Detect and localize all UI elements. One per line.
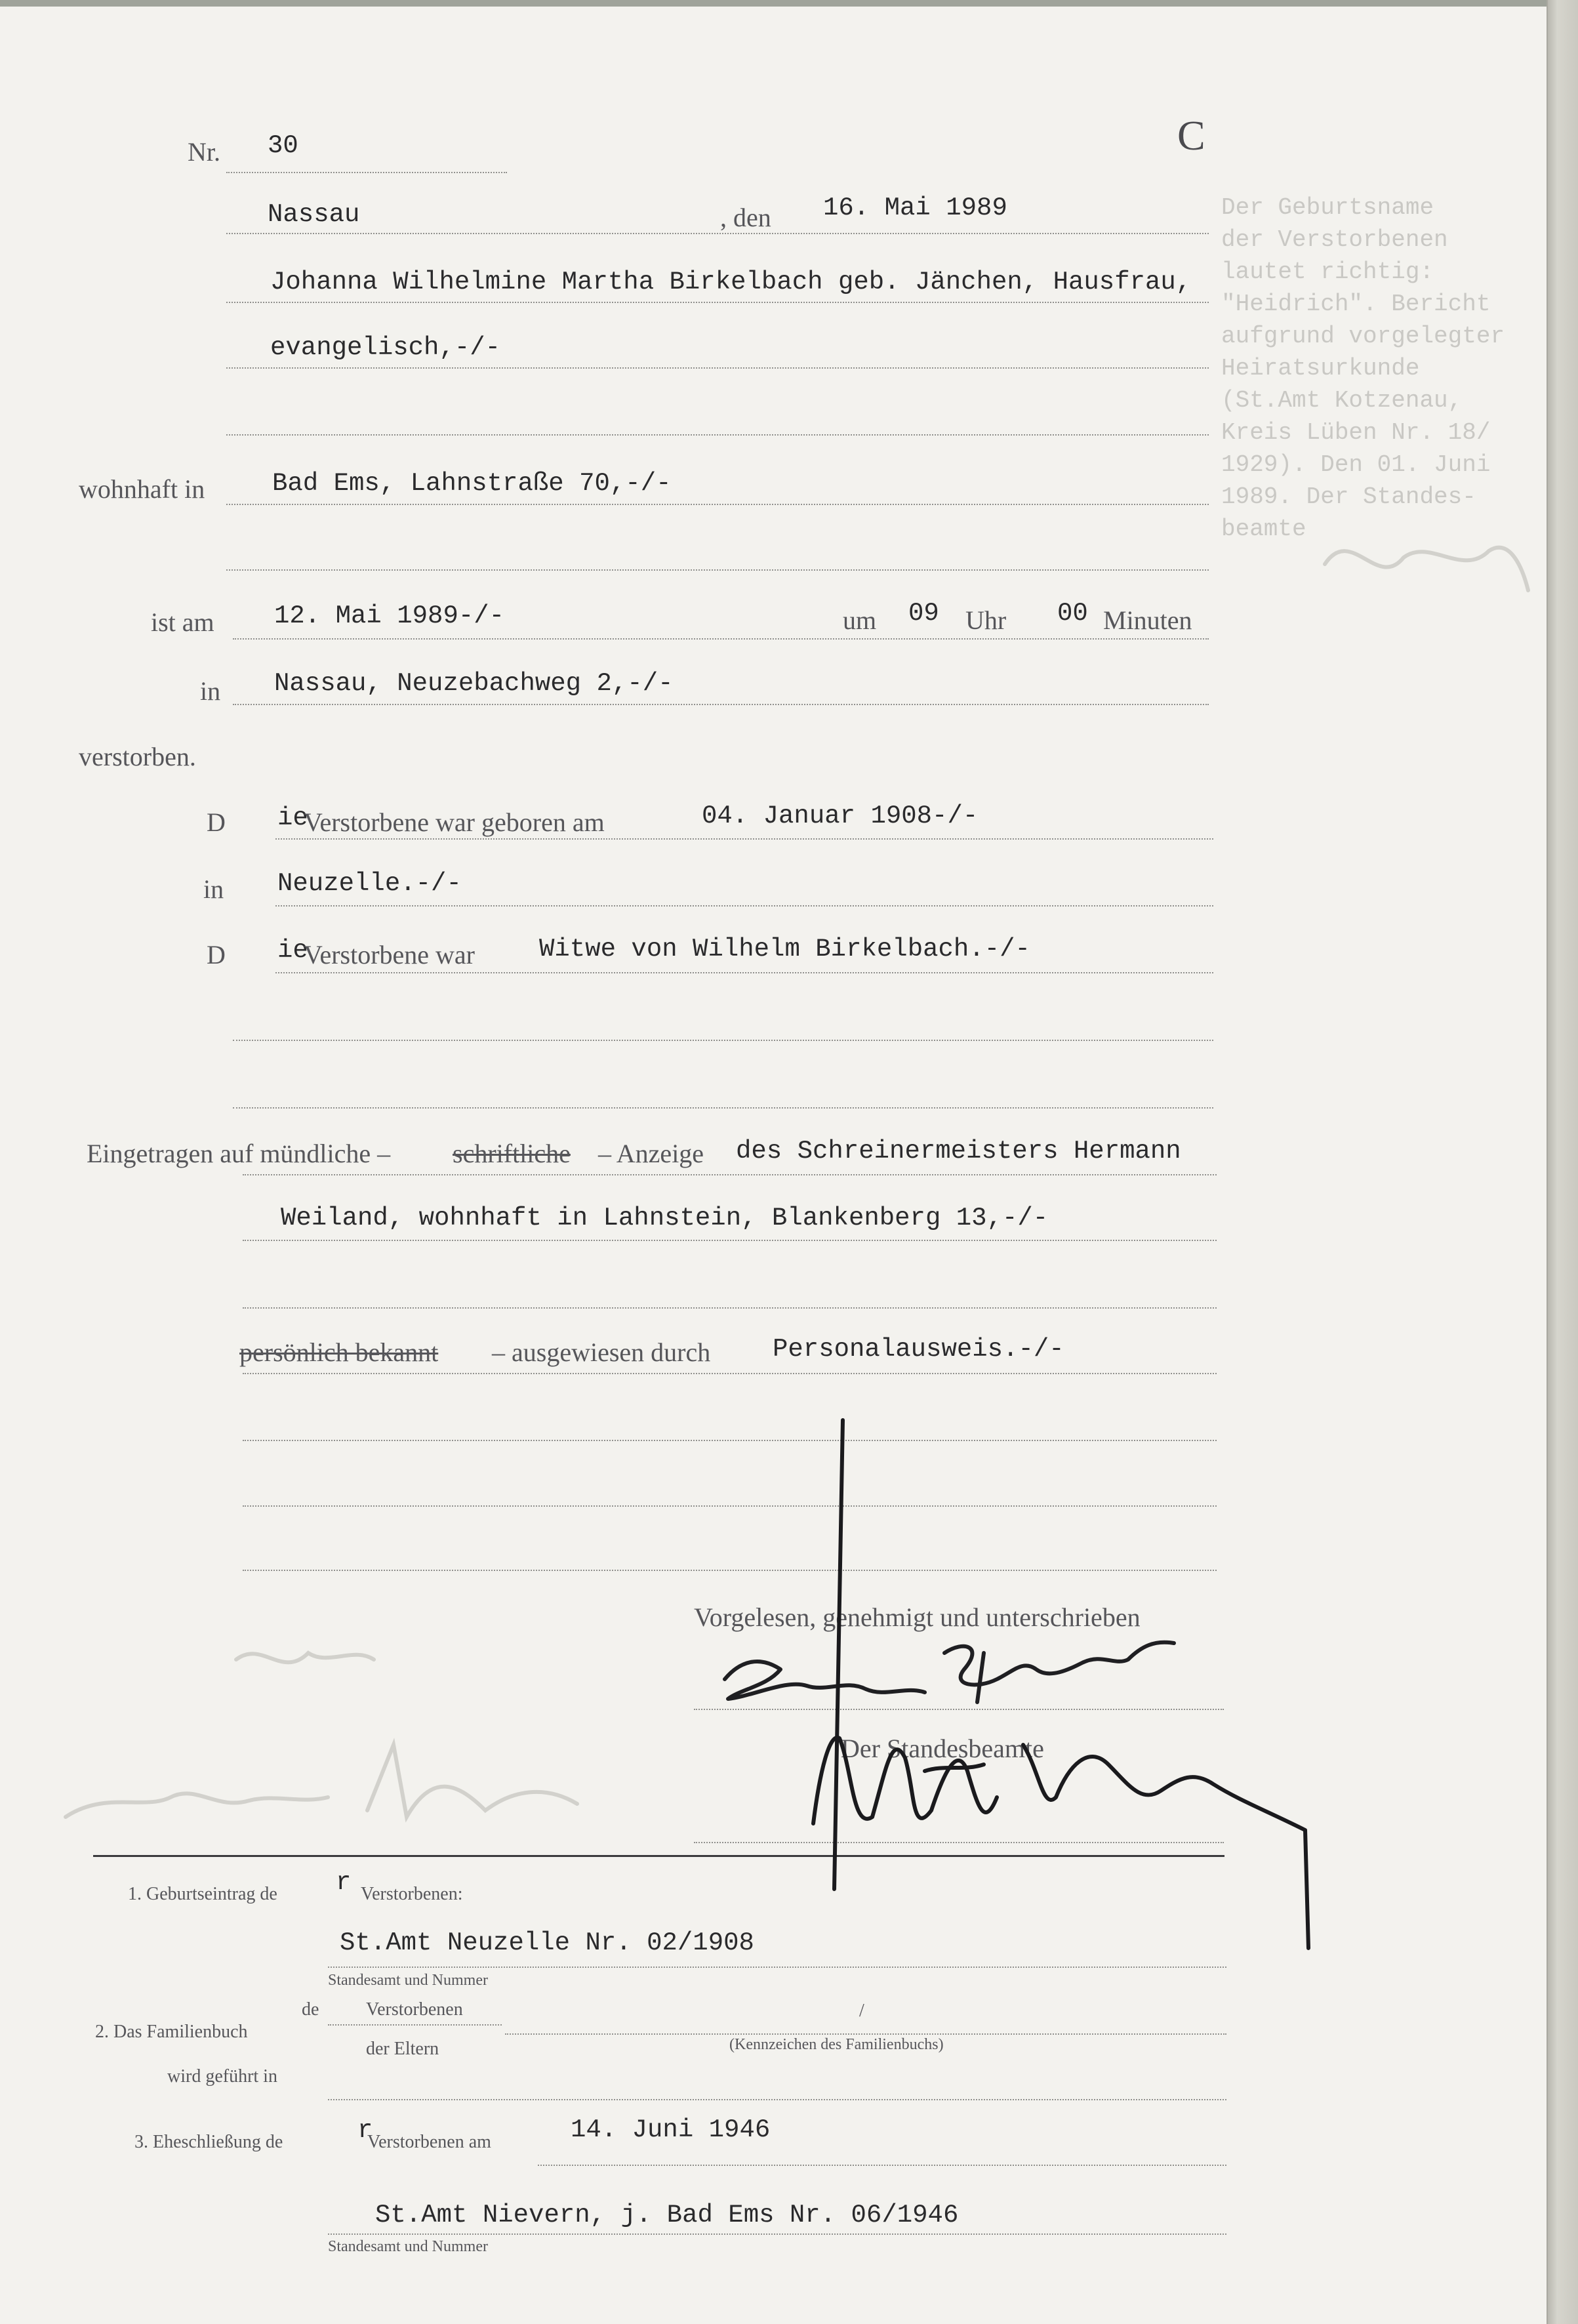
entry-label-struck: schriftliche <box>453 1139 571 1168</box>
identity-rule-3 <box>243 1505 1217 1507</box>
nr-rule <box>226 172 507 173</box>
status-rule-3 <box>233 1107 1213 1109</box>
birth-d-label: D <box>207 807 226 837</box>
entry-rule-2 <box>243 1240 1217 1241</box>
f1-fill: r <box>336 1868 352 1897</box>
death-date-value: 12. Mai 1989-/- <box>274 601 505 630</box>
birth-place-value: Neuzelle.-/- <box>277 869 462 898</box>
death-in-label: in <box>200 676 221 706</box>
identity-rule-2 <box>243 1440 1217 1441</box>
birth-text-label: Verstorbene war geboren am <box>304 807 605 837</box>
ghost-margin-note <box>1221 192 1543 545</box>
f2-rule <box>505 2033 1226 2035</box>
ghost-line: beamte <box>1221 516 1306 542</box>
f1-rule <box>328 1967 1226 1968</box>
f1-label-a: 1. Geburtseintrag de <box>128 1884 277 1904</box>
f2-slash: / <box>859 2001 864 2021</box>
person-line-2: evangelisch,-/- <box>270 333 501 362</box>
date-value: 16. Mai 1989 <box>823 194 1007 222</box>
uhr-label: Uhr <box>965 605 1007 635</box>
f3-label-b: Verstorbenen am <box>367 2132 491 2152</box>
status-ie-fill: ie <box>277 936 308 965</box>
f3-fill: r <box>357 2116 373 2145</box>
ghost-line: (St.Amt Kotzenau, <box>1221 387 1463 414</box>
f3-caption: Standesamt und Nummer <box>328 2238 488 2255</box>
ghost-line: Der Geburtsname <box>1221 194 1434 221</box>
section-divider <box>93 1855 1224 1857</box>
f2-label: 2. Das Familienbuch <box>95 2022 248 2042</box>
birth-date-rule <box>275 838 1213 840</box>
ghost-line: 1989. Der Standes- <box>1221 483 1476 510</box>
identity-value: Personalausweis.-/- <box>773 1335 1064 1364</box>
status-d-label: D <box>207 940 226 969</box>
official-rule <box>694 1842 1224 1843</box>
birth-date-value: 04. Januar 1908-/- <box>702 802 979 830</box>
f1-label-b: Verstorbenen: <box>361 1884 463 1904</box>
place-rule <box>226 233 1209 234</box>
death-place-value: Nassau, Neuzebachweg 2,-/- <box>274 669 674 698</box>
minuten-label: Minuten <box>1103 605 1192 635</box>
death-place-rule <box>233 704 1209 705</box>
identity-label: – ausgewiesen durch <box>492 1337 711 1367</box>
ghost-line: Heiratsurkunde <box>1221 355 1420 382</box>
person-rule-3 <box>226 434 1209 436</box>
den-label: , den <box>720 203 771 232</box>
residence-label: wohnhaft in <box>79 474 205 504</box>
ist-am-label: ist am <box>151 607 214 637</box>
entry-rule-3 <box>243 1307 1217 1309</box>
f2-caption: (Kennzeichen des Familienbuchs) <box>729 2036 944 2053</box>
f1-value: St.Amt Neuzelle Nr. 02/1908 <box>340 1928 754 1957</box>
f2-option-verstorbenen: Verstorbenen <box>366 1999 463 2020</box>
read-approved-label: Vorgelesen, genehmigt und unterschrieben <box>694 1602 1141 1632</box>
person-rule-1 <box>226 302 1209 303</box>
informant-signature <box>725 1642 1174 1702</box>
f3-label-a: 3. Eheschließung de <box>134 2132 283 2152</box>
f3-date: 14. Juni 1946 <box>571 2115 771 2144</box>
birth-ie-fill: ie <box>277 804 308 832</box>
f2-opt-rule <box>328 2024 502 2026</box>
entry-rule-1 <box>243 1174 1217 1175</box>
nr-label: Nr. <box>188 137 220 167</box>
f2-rule-2 <box>328 2099 1226 2100</box>
death-hour-value: 09 <box>908 599 939 628</box>
birth-place-rule <box>275 905 1213 907</box>
f2-de: de <box>302 1999 319 2020</box>
f3-rule-2 <box>328 2233 1226 2235</box>
entry-label-a: Eingetragen auf mündliche – <box>87 1139 391 1168</box>
place-value: Nassau <box>268 200 360 229</box>
f2-option-eltern: der Eltern <box>366 2039 439 2059</box>
signature-rule <box>694 1709 1224 1710</box>
ghost-line: "Heidrich". Bericht <box>1221 291 1491 317</box>
entry-label-b: – Anzeige <box>598 1139 704 1168</box>
ghost-line: lautet richtig: <box>1221 258 1434 285</box>
f2-label-b: wird geführt in <box>167 2066 277 2087</box>
official-signature <box>813 1420 1308 1948</box>
status-value: Witwe von Wilhelm Birkelbach.-/- <box>539 935 1030 964</box>
page-edge <box>1547 0 1578 2324</box>
death-minutes-value: 00 <box>1057 599 1088 628</box>
identity-rule-4 <box>243 1570 1217 1571</box>
identity-struck: persönlich bekannt <box>239 1337 439 1367</box>
identity-rule-1 <box>243 1373 1217 1374</box>
residence-rule-2 <box>226 569 1209 571</box>
ghost-line: der Verstorbenen <box>1221 226 1448 253</box>
residence-value: Bad Ems, Lahnstraße 70,-/- <box>272 469 672 498</box>
f3-rule-1 <box>538 2165 1226 2166</box>
birth-in-label: in <box>203 874 224 904</box>
f1-caption: Standesamt und Nummer <box>328 1972 488 1989</box>
entry-line-2: Weiland, wohnhaft in Lahnstein, Blankenberg 13,-/- <box>281 1204 1049 1233</box>
nr-value: 30 <box>268 131 298 160</box>
um-label: um <box>843 605 877 635</box>
ghost-line: 1929). Den 01. Juni <box>1221 451 1491 478</box>
official-label: Der Standesbeamte <box>841 1734 1044 1763</box>
corner-letter: C <box>1177 112 1205 159</box>
ghost-line: Kreis Lüben Nr. 18/ <box>1221 419 1491 446</box>
status-text-label: Verstorbene war <box>304 940 475 969</box>
status-rule-2 <box>233 1040 1213 1041</box>
death-date-rule <box>233 638 1209 640</box>
entry-line-1: des Schreinermeisters Hermann <box>736 1137 1181 1166</box>
person-rule-2 <box>226 367 1209 369</box>
status-rule-1 <box>275 972 1213 973</box>
verstorben-label: verstorben. <box>79 742 196 771</box>
residence-rule-1 <box>226 504 1209 505</box>
page-top-edge <box>0 0 1547 7</box>
person-line-1: Johanna Wilhelmine Martha Birkelbach geb. Jänchen, Hausfrau, <box>270 268 1192 296</box>
ghost-line: aufgrund vorgelegter <box>1221 323 1505 350</box>
f3-value: St.Amt Nievern, j. Bad Ems Nr. 06/1946 <box>375 2201 959 2230</box>
